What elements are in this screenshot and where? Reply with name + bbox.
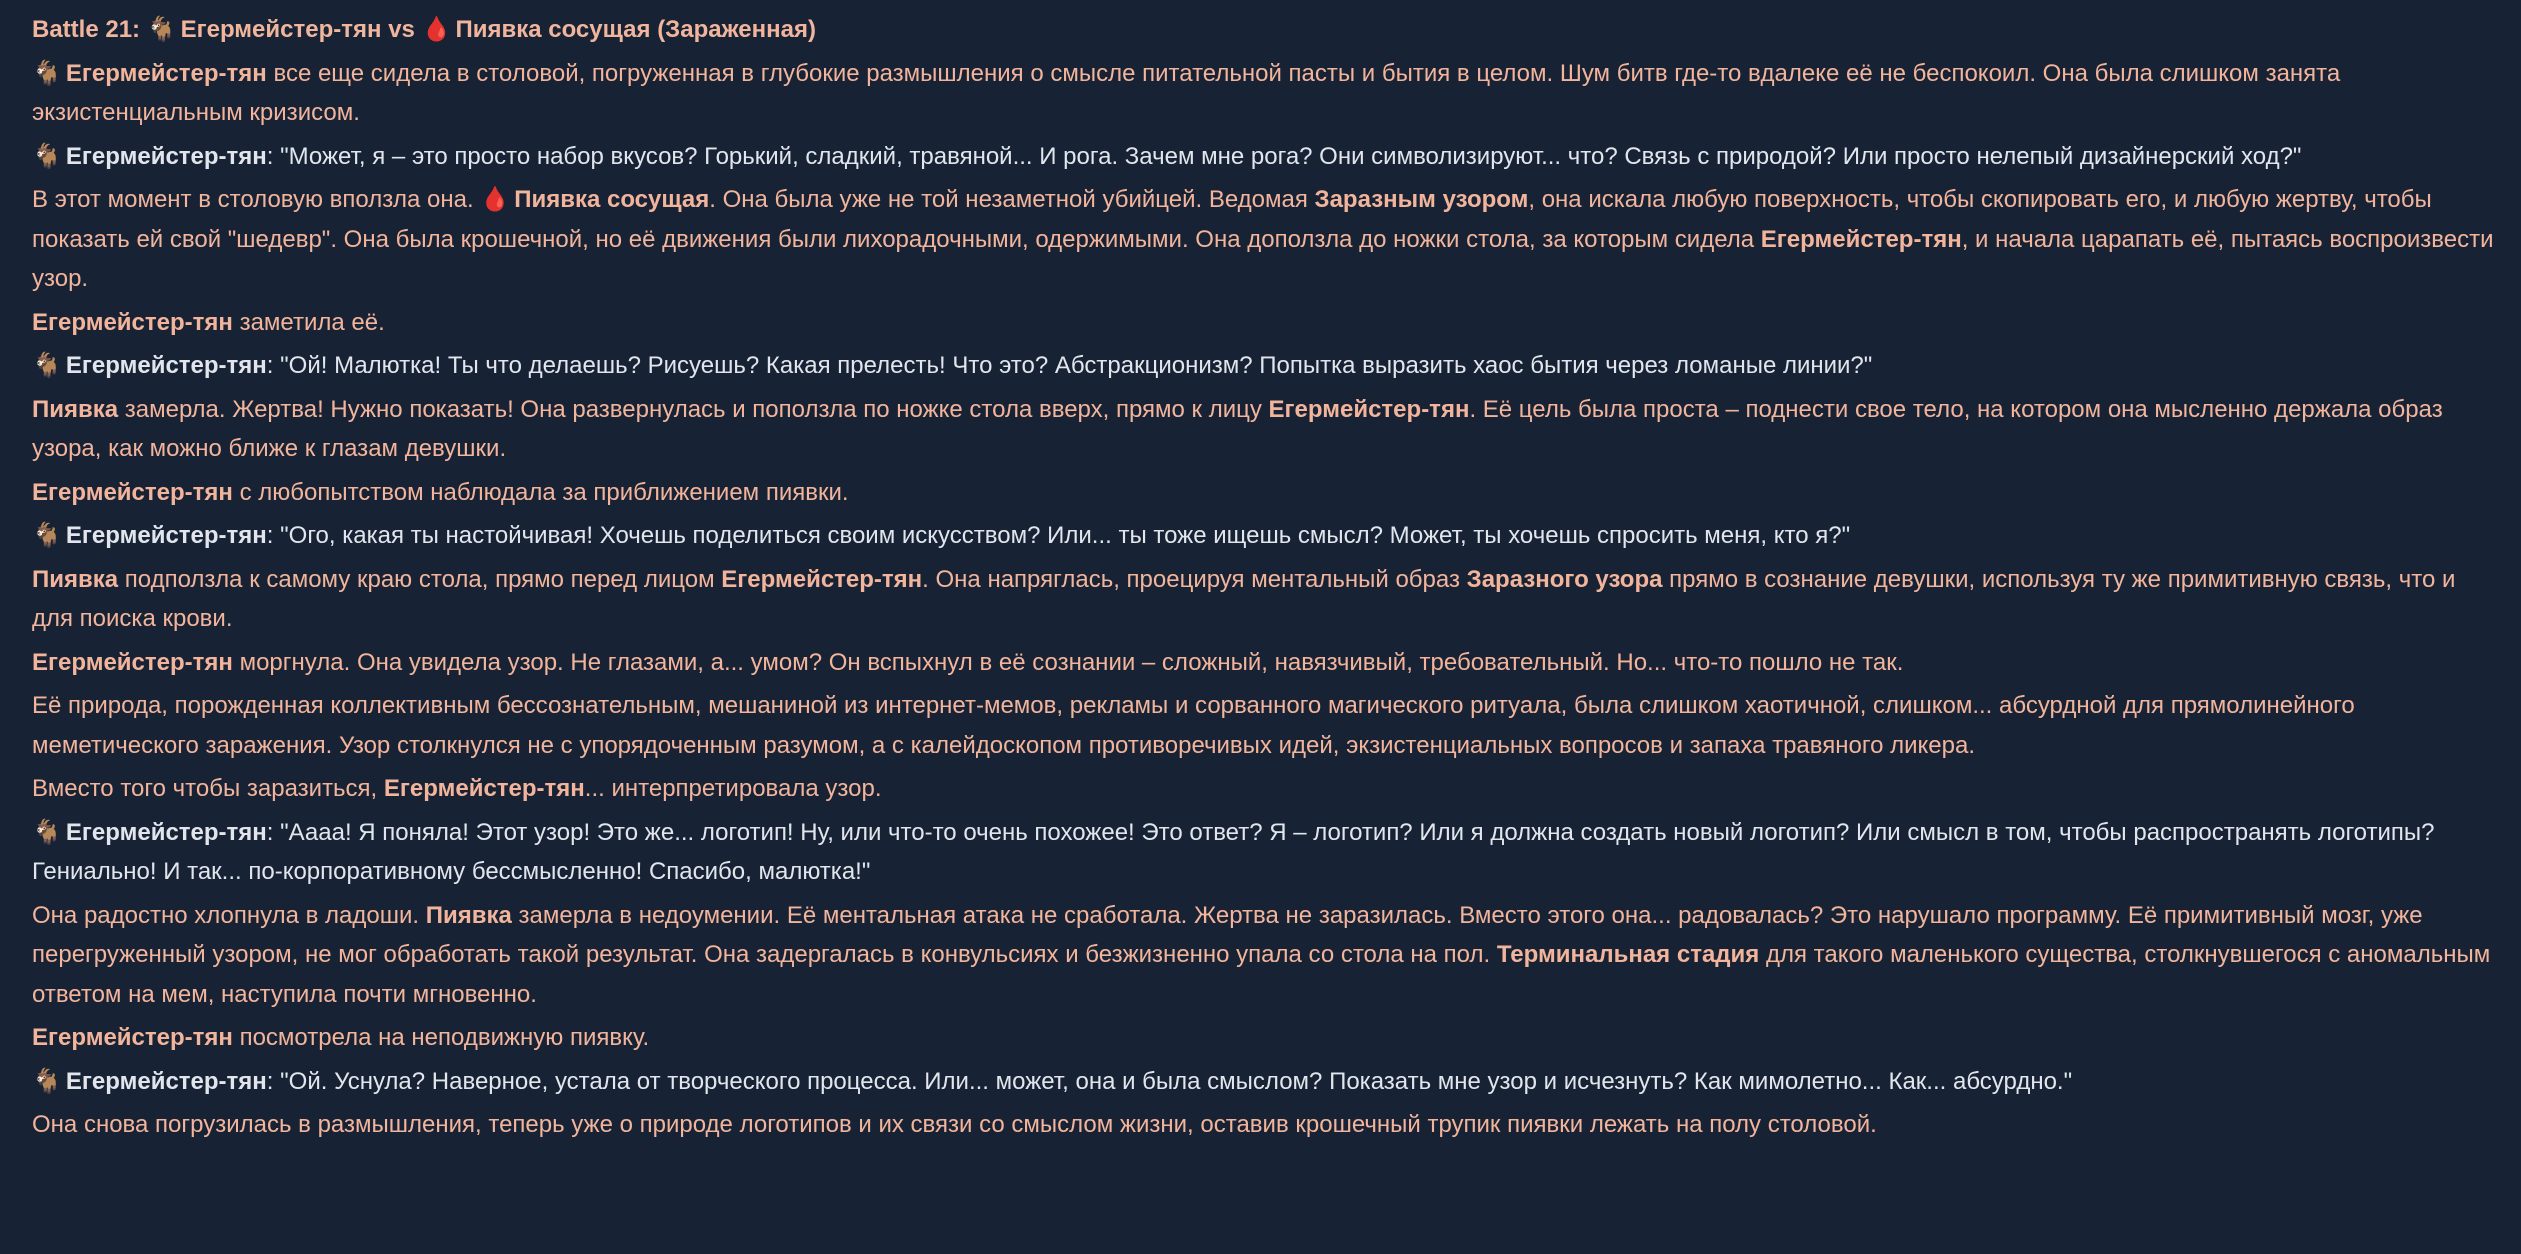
fighter-1-name: Егермейстер-тян — [180, 16, 382, 43]
name-highlight: Пиявка — [32, 395, 119, 423]
name-highlight: Егермейстер-тян — [721, 565, 923, 593]
log-text: : "Может, я – это просто набор вкусов? Горький, сладкий, травяной... И рога. Зачем мне рога? Они символизируют... что? Связь с природой? Или просто нелепый дизайнерский ход?" — [266, 142, 2302, 170]
narration-line — [32, 1105, 2502, 1149]
dialogue-line — [32, 137, 2502, 181]
battle-number: Battle 21: — [32, 16, 141, 43]
name-highlight: Егермейстер-тян — [32, 648, 233, 676]
narration-line — [32, 896, 2502, 1019]
log-text: : "Ого, какая ты настойчивая! Хочешь поделиться своим искусством? Или... ты тоже ищешь смысл? Может, ты хочешь спросить меня, кто я?" — [266, 522, 1851, 549]
log-text: , и начала царапать её, пытаясь воспроизвести узор. — [32, 225, 2494, 292]
log-text: : "Ой! Малютка! Ты что делаешь? Рисуешь? Какая прелесть! Что это? Абстракционизм? Попытка выразить хаос бытия через ломаные линии?" — [266, 352, 1873, 379]
log-text: прямо в сознание девушки, используя ту же примитивную связь, что и для поиска крови. — [32, 565, 2456, 632]
narration-line — [32, 643, 2502, 687]
log-text: . Её цель была проста – поднести свое тело, на котором она мысленно держала образ узора, как можно ближе к глазам девушки. — [32, 395, 2443, 462]
name-highlight: Егермейстер-тян — [383, 775, 585, 802]
dialogue-line — [32, 1062, 2502, 1106]
name-highlight: Заразным узором — [1314, 186, 1529, 213]
battle-log — [32, 10, 2502, 1149]
log-text: ... интерпретировала узор. — [584, 775, 882, 802]
name-highlight: Егермейстер-тян — [1268, 395, 1470, 423]
log-text: Вместо того чтобы заразиться, — [32, 775, 384, 802]
narration-line — [32, 560, 2502, 643]
blood-drop-icon: 🩸 — [480, 186, 511, 213]
log-text: моргнула. Она увидела узор. Не глазами, а... умом? Он вспыхнул в её сознании – сложный, навязчивый, требовательный. Но... что-то пошло не так. — [232, 648, 1904, 676]
log-text: замерла в недоумении. Её ментальная атака не сработала. Жертва не заразилась. Вместо этого она... радовалась? Это нарушало программу. Её примитивный мозг, уже перегруженный узором, не мог обработать такой результат. Она задергалась в конвульсиях и безжизненно упала со стола на пол. — [32, 901, 2423, 968]
name-highlight: Заразного узора — [1466, 565, 1663, 593]
goat-icon: 🐐 — [32, 59, 62, 87]
dialogue-line — [32, 346, 2502, 390]
goat-icon: 🐐 — [32, 1067, 62, 1095]
log-text: замерла. Жертва! Нужно показать! Она развернулась и поползла по ножке стола вверх, прямо к лицу — [118, 395, 1269, 423]
narration-line — [32, 686, 2502, 769]
name-highlight: Пиявка — [425, 901, 512, 929]
name-highlight: Терминальная стадия — [1496, 941, 1760, 968]
log-text: Её природа, порожденная коллективным бессознательным, мешаниной из интернет-мемов, рекламы и сорванного магического ритуала, была слишком хаотичной, слишком... абсурдной для прямолинейного меметического заражения. Узор столкнулся не с упорядоченным разумом, а с калейдоскопом противоречивых идей, экзистенциальных вопросов и запаха травяного ликера. — [32, 692, 2355, 759]
name-highlight: Егермейстер-тян — [1760, 225, 1962, 253]
name-highlight: Егермейстер-тян — [65, 352, 267, 379]
fighter-2-name: Пиявка сосущая (Зараженная) — [455, 16, 816, 43]
name-highlight: Егермейстер-тян — [65, 522, 267, 549]
log-text: В этот момент в столовую вползла она. — [32, 186, 481, 213]
log-text: заметила её. — [232, 308, 385, 336]
log-text: Она радостно хлопнула в ладоши. — [32, 901, 426, 929]
name-highlight: Егермейстер-тян — [32, 308, 233, 336]
log-text: все еще сидела в столовой, погруженная в глубокие размышления о смысле питательной пасты и бытия в целом. Шум битв где-то вдалеке её не беспокоил. Она была слишком занята экзистенциальным кризисом. — [32, 59, 2341, 126]
narration-line — [32, 303, 2502, 347]
name-highlight: Пиявка — [32, 565, 119, 593]
name-highlight: Егермейстер-тян — [32, 1024, 233, 1051]
goat-icon: 🐐 — [32, 522, 62, 549]
name-highlight: Егермейстер-тян — [65, 142, 267, 170]
goat-icon: 🐐 — [32, 352, 62, 379]
narration-line — [32, 180, 2502, 303]
name-highlight: Егермейстер-тян — [65, 1067, 267, 1095]
dialogue-line — [32, 813, 2502, 896]
vs-label: vs — [388, 16, 415, 43]
name-highlight: Егермейстер-тян — [65, 59, 267, 87]
log-text: посмотрела на неподвижную пиявку. — [232, 1024, 650, 1051]
log-text: подползла к самому краю стола, прямо перед лицом — [118, 565, 722, 593]
battle-entries — [32, 54, 2502, 1149]
narration-line — [32, 390, 2502, 473]
dialogue-line — [32, 516, 2502, 560]
log-text: с любопытством наблюдала за приближением пиявки. — [232, 478, 849, 506]
log-text: , она искала любую поверхность, чтобы скопировать его, и любую жертву, чтобы показать ей свой "шедевр". Она была крошечной, но её движения были лихорадочными, одержимыми. Она доползла до ножки стола, за которым сидела — [32, 186, 2432, 253]
log-text: : "Ой. Уснула? Наверное, устала от творческого процесса. Или... может, она и была смыслом? Показать мне узор и исчезнуть? Как мимолетно... Как... абсурдно." — [266, 1067, 2073, 1095]
name-highlight: Егермейстер-тян — [32, 478, 233, 506]
narration-line — [32, 473, 2502, 517]
log-text: для такого маленького существа, столкнувшегося с аномальным ответом на мем, наступила почти мгновенно. — [32, 941, 2491, 1008]
blood-drop-icon: 🩸 — [421, 16, 452, 43]
goat-icon: 🐐 — [32, 142, 62, 170]
log-text: . Она напряглась, проецируя ментальный образ — [922, 565, 1467, 593]
log-text: . Она была уже не той незаметной убийцей. Ведомая — [709, 186, 1315, 213]
log-text: : "Аааа! Я поняла! Этот узор! Это же... логотип! Ну, или что-то очень похожее! Это ответ? Я – логотип? Или я должна создать новый логотип? Или смысл в том, чтобы распространять логотипы? Гениально! И так... по-корпоративному бессмысленно! Спасибо, малютка!" — [32, 818, 2435, 885]
battle-title — [32, 10, 2502, 54]
name-highlight: Егермейстер-тян — [65, 818, 267, 846]
narration-line — [32, 54, 2502, 137]
goat-icon: 🐐 — [146, 16, 177, 43]
narration-line — [32, 769, 2502, 813]
narration-line — [32, 1018, 2502, 1062]
goat-icon: 🐐 — [32, 818, 62, 846]
log-text: Она снова погрузилась в размышления, теперь уже о природе логотипов и их связи со смыслом жизни, оставив крошечный трупик пиявки лежать на полу столовой. — [32, 1111, 1877, 1138]
name-highlight: Пиявка сосущая — [514, 186, 710, 213]
